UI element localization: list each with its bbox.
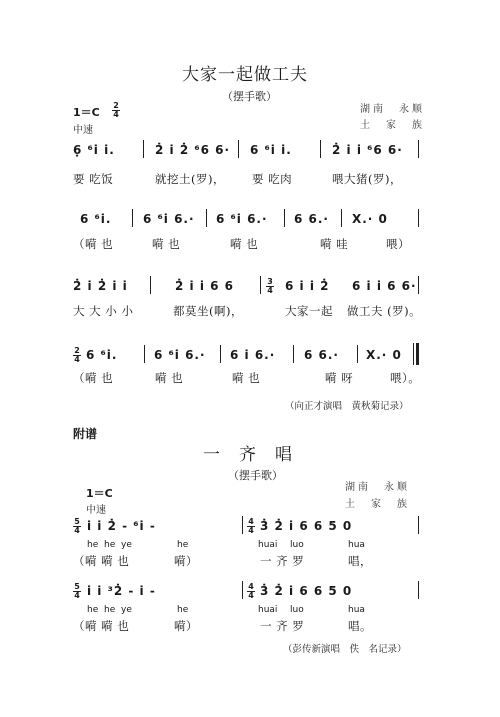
measure-notes: i i 2̇ - ⁶i - [87, 519, 156, 533]
syllable: huai [258, 540, 278, 550]
syllable: he [87, 540, 99, 550]
song2-region: 湖南 永顺 [345, 482, 410, 493]
measure-notes: 6̣ ⁶i i. [73, 143, 115, 157]
syllable: huai [258, 605, 278, 615]
measure-notes: 6 ⁶i. [86, 348, 118, 362]
time-change: 2 4 [74, 346, 80, 364]
lyric: 唱。 [348, 619, 372, 633]
lyric: （嗬 嗬 也 [73, 619, 130, 633]
measure-notes: 3̇ 2̇ i 6 6 5 0 [260, 519, 353, 533]
song1-key: 1＝C [73, 106, 100, 119]
song1-tempo: 中速 [73, 125, 93, 136]
syllable: he [104, 605, 116, 615]
lyric: 喂） [386, 237, 410, 251]
measure-notes: 2̇ i i 6 6 [175, 279, 234, 293]
lyric: 一 齐 罗 [260, 619, 305, 633]
lyric: 大家一起 [285, 304, 333, 318]
measure-notes: X.· 0 [352, 212, 388, 226]
lyric: 一 齐 罗 [260, 554, 305, 568]
measure-notes: 2̇ i 2̇ ⁶6 6· [155, 143, 231, 157]
syllable: he [177, 540, 189, 550]
lyric: 嗬） [174, 554, 198, 568]
lyric: 做工夫 (罗)。 [347, 304, 422, 318]
measure-notes: 6 i i 2̇ [285, 279, 330, 293]
measure-notes: 6 i 6.· [230, 348, 276, 362]
measure-notes: X.· 0 [366, 348, 402, 362]
appendix-label: 附谱 [73, 427, 98, 441]
measure-notes: 6 6.· [304, 348, 339, 362]
lyric: 嗬 也 [155, 371, 184, 385]
syllable: ye [121, 605, 132, 615]
song2-ethnicity: 土 家 族 [345, 499, 410, 510]
song1-time-signature: 2 4 [113, 101, 119, 119]
measure-notes: 6 ⁶i 6.· [154, 348, 206, 362]
song1-region: 湖南 永顺 [360, 104, 425, 115]
song2-credit: （彭传新演唱 佚 名记录） [283, 644, 407, 655]
syllable: he [87, 605, 99, 615]
measure-notes: 2̇ i 2̇ i i [73, 279, 128, 293]
lyric: 要 吃肉 [252, 172, 293, 186]
measure-notes: 6 ⁶i 6.· [143, 212, 195, 226]
measure-notes: 6 ⁶i 6.· [216, 212, 268, 226]
syllable: luo [290, 540, 304, 550]
song1-genre: （摆手歌） [222, 90, 277, 103]
lyric: 就挖土(罗)， [155, 172, 225, 186]
syllable: he [104, 540, 116, 550]
time-change: 4 4 [248, 517, 254, 535]
lyric: 喂大猪(罗)， [332, 172, 402, 186]
song2-tempo: 中速 [86, 505, 106, 516]
song1-ethnicity: 土 家 族 [360, 120, 425, 131]
measure-notes: 3̇ 2̇ i 6 6 5 0 [260, 584, 353, 598]
lyric: 嗬 也 [152, 237, 181, 251]
song2-title: 一 齐 唱 [203, 445, 293, 465]
measure-notes: 6 ⁶i. [80, 212, 112, 226]
lyric: （嗬 也 [73, 237, 114, 251]
lyric: （嗬 嗬 也 [73, 554, 130, 568]
syllable: hua [348, 605, 365, 615]
measure-notes: 2̇ i i ⁶6 6· [332, 143, 403, 157]
song1-credit: （向正才演唱 黄秋菊记录） [285, 401, 409, 412]
song1-title: 大家一起做工夫 [182, 65, 308, 85]
lyric: （嗬 也 [73, 371, 114, 385]
time-change: 5 4 [74, 517, 80, 535]
lyric: 唱， [348, 554, 372, 568]
lyric: 嗬） [174, 619, 198, 633]
syllable: luo [290, 605, 304, 615]
lyric: 都莫坐(啊)， [173, 304, 243, 318]
syllable: hua [348, 540, 365, 550]
lyric: 大 大 小 小 [73, 304, 134, 318]
syllable: he [177, 605, 189, 615]
measure-notes: 6 ⁶i i. [250, 143, 292, 157]
lyric: 要 吃饭 [73, 172, 114, 186]
measure-notes: i i ³2̇ - i - [87, 584, 156, 598]
measure-notes: 6 6.· [294, 212, 329, 226]
measure-notes: 6 i i 6 6· [352, 279, 417, 293]
lyric: 嗬 呀 [325, 371, 354, 385]
lyric: 喂）。 [390, 371, 421, 385]
lyric: 嗬 也 [232, 371, 261, 385]
song2-genre: （摆手歌） [228, 469, 283, 482]
lyric: 嗬 也 [230, 237, 259, 251]
time-change: 5 4 [74, 582, 80, 600]
time-change: 3 4 [267, 277, 273, 295]
syllable: ye [121, 540, 132, 550]
lyric: 嗬 哇 [320, 237, 349, 251]
song2-key: 1＝C [86, 487, 113, 500]
time-change: 4 4 [248, 582, 254, 600]
